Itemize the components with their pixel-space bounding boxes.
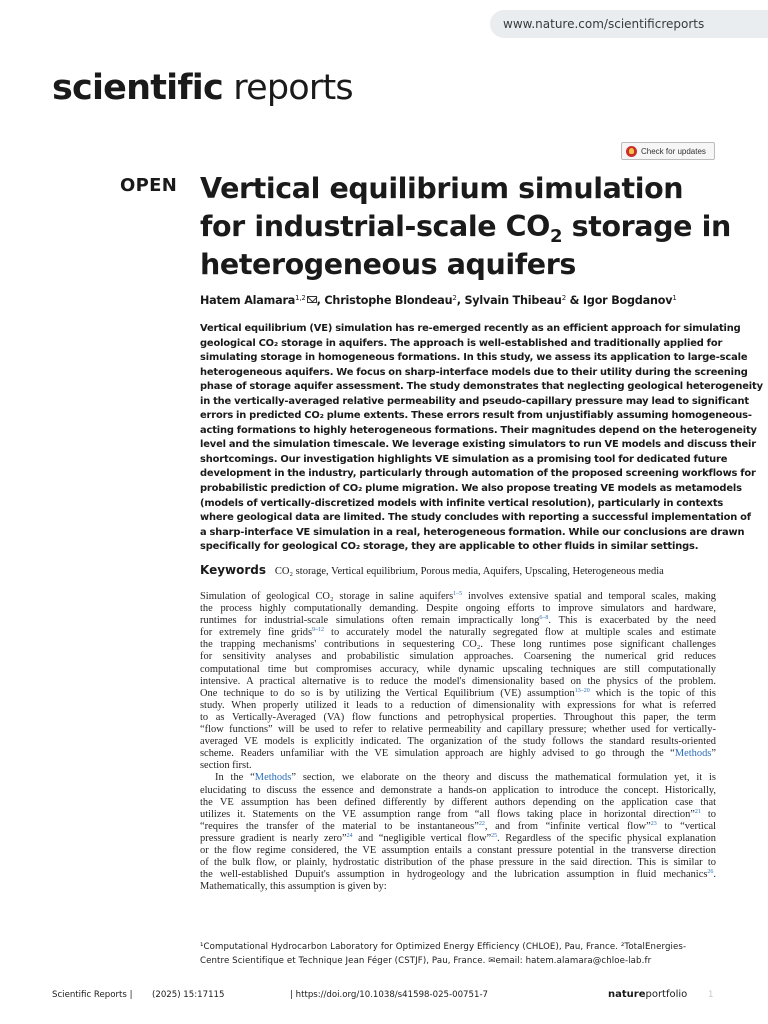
body-text-segment: intensive. A practical alternative is to reduce the model's dimensionality based on the physics of the problem. bbox=[200, 675, 716, 687]
citation-ref[interactable]: 9–12 bbox=[312, 627, 325, 634]
citation-ref[interactable]: 6–8 bbox=[539, 615, 549, 622]
body-line bbox=[200, 724, 716, 736]
body-line bbox=[200, 809, 716, 821]
body-text-segment: the trapping mechanisms' contributions in sequestering CO₂. These long runtimes pose significant challenges bbox=[200, 639, 716, 651]
abstract-line: (models of vertically-discretized models with infinite vertical resolution), particularly in contexts bbox=[200, 497, 724, 509]
author-affiliation: 1,2 bbox=[295, 294, 306, 302]
body-text bbox=[200, 591, 716, 893]
body-text-segment: “flow functions” will be used to refer to relative permeability and capillary pressure; whether used for vertically- bbox=[200, 724, 716, 736]
footer-doi-link[interactable]: | https://doi.org/10.1038/s41598-025-00751-7 bbox=[290, 990, 489, 1000]
body-text-segment: pressure gradient is nearly zero” bbox=[200, 832, 347, 844]
body-text-segment: In the “ bbox=[215, 772, 255, 784]
citation-ref[interactable]: 22 bbox=[478, 820, 485, 827]
citation-ref[interactable]: 23 bbox=[650, 820, 657, 827]
body-line bbox=[200, 664, 716, 676]
page-footer bbox=[52, 990, 716, 1004]
check-for-updates-label: Check for updates bbox=[641, 146, 706, 156]
journal-url-link[interactable]: www.nature.com/scientificreports bbox=[490, 10, 768, 38]
body-line bbox=[200, 676, 716, 688]
author-name[interactable]: Sylvain Thibeau bbox=[464, 294, 562, 307]
author-separator: , bbox=[456, 294, 465, 307]
body-line bbox=[200, 700, 716, 712]
abstract-line: where geological data are limited. The study concludes with reporting a successful implementation of bbox=[200, 512, 751, 524]
crossmark-icon bbox=[626, 146, 637, 157]
body-text-segment: . Regardless of the specific physical explanation bbox=[497, 832, 716, 844]
body-line bbox=[200, 797, 716, 809]
methods-link[interactable]: Methods bbox=[254, 772, 292, 784]
body-line bbox=[200, 881, 716, 893]
abstract-line: a sharp-interface VE simulation in a real, heterogeneous formation. While our conclusions are drawn bbox=[200, 526, 745, 538]
body-line bbox=[200, 688, 716, 700]
abstract-line: level and the simulation timescale. We leverage existing simulators to run VE models and discuss their bbox=[200, 439, 756, 451]
body-line bbox=[200, 857, 716, 869]
abstract-line: acting formations to highly heterogeneous formations. Their magnitudes depend on the heterogeneity bbox=[200, 424, 757, 436]
author-list bbox=[200, 294, 720, 307]
body-text-segment: which is the topic of this bbox=[589, 687, 716, 699]
body-line bbox=[200, 736, 716, 748]
methods-link[interactable]: Methods bbox=[674, 748, 712, 760]
body-line bbox=[200, 869, 716, 881]
affiliations-footnote bbox=[200, 940, 720, 968]
title-line-2: for industrial-scale CO bbox=[200, 210, 551, 243]
body-text-segment: the VE assumption has been defined differently by different authors depending on the application case that bbox=[200, 796, 716, 808]
abstract-line: errors in predicted CO₂ plume extents. These errors result from unjustifiably assuming homogeneous- bbox=[200, 410, 752, 422]
page-number: 1 bbox=[708, 990, 714, 1000]
abstract-line: in the vertically-averaged relative permeability and pseudo-capillary pressure may lead to significant bbox=[200, 395, 749, 407]
abstract-line: heterogeneous aquifers. We focus on sharp-interface models due to their utility during the screening bbox=[200, 366, 748, 378]
title-line-2-end: storage in bbox=[562, 210, 731, 243]
author-affiliation: 1 bbox=[672, 294, 677, 302]
body-text-segment: to “vertical bbox=[656, 820, 716, 832]
check-for-updates-button[interactable] bbox=[621, 142, 715, 160]
body-line bbox=[200, 748, 716, 760]
body-text-segment: or the flow regime considered, the VE assumption entails a constant pressure potential in the transverse direction bbox=[200, 844, 716, 856]
abstract-line: phase of storage aquifer assessment. The study demonstrates that neglecting geological heterogeneity bbox=[200, 381, 763, 393]
publisher-logo-bold: nature bbox=[608, 989, 646, 1000]
citation-ref[interactable]: 21 bbox=[694, 808, 701, 815]
article-title bbox=[200, 170, 740, 284]
body-text-segment: to as Vertically-Averaged (VA) flow functions and petrophysical properties. Throughout this paper, the term bbox=[200, 711, 716, 723]
body-line bbox=[200, 785, 716, 797]
body-text-segment: for sensitivity analyses and probabilistic simulation approaches. Coarsening the numerical grid reduces bbox=[200, 651, 716, 663]
body-line bbox=[200, 712, 716, 724]
body-text-segment: of the bulk flow, or plainly, hydrostatic distribution of the phase pressure in the said direction. This is similar to bbox=[200, 857, 716, 869]
body-line bbox=[200, 615, 716, 627]
abstract-line: development in the industry, particularly through automation of the proposed screening workflows for bbox=[200, 468, 756, 480]
body-line bbox=[200, 833, 716, 845]
citation-ref[interactable]: 1–5 bbox=[453, 591, 463, 597]
body-text-segment: Mathematically, this assumption is given by: bbox=[200, 881, 387, 893]
author-name[interactable]: Hatem Alamara bbox=[200, 294, 296, 307]
footer-volume: (2025) 15:17115 bbox=[152, 990, 225, 1000]
body-text-segment: One technique to do so is by utilizing the Vertical Equilibrium (VE) assumption bbox=[200, 687, 575, 699]
citation-ref[interactable]: 25 bbox=[491, 832, 498, 839]
body-text-segment: . bbox=[713, 869, 716, 881]
abstract-line: simulating storage in homogeneous formations. In this study, we assess its application to large-scale bbox=[200, 352, 748, 364]
author-name[interactable]: Igor Bogdanov bbox=[582, 294, 673, 307]
abstract-line: Vertical equilibrium (VE) simulation has re-emerged recently as an efficient approach for simulating bbox=[200, 323, 741, 334]
body-text-segment: ” bbox=[711, 748, 716, 760]
body-line bbox=[200, 651, 716, 663]
body-line bbox=[200, 772, 716, 784]
body-text-segment: the process highly computationally demanding. Despite ongoing efforts to improve simulators and hardware, bbox=[200, 603, 716, 615]
open-access-label: OPEN bbox=[120, 175, 178, 196]
body-text-segment: the well-established Dupuit's assumption in hydrogeology and the lubrication assumption in fluid mechanics bbox=[200, 869, 708, 881]
journal-logo-regular: reports bbox=[233, 68, 353, 108]
abstract-line: specifically for geological CO₂ storage, they are applicable to other fluids in similar settings. bbox=[200, 541, 699, 553]
body-line bbox=[200, 760, 716, 772]
publisher-logo bbox=[608, 989, 687, 1000]
citation-ref[interactable]: 13–20 bbox=[574, 687, 590, 694]
footer-journal: Scientific Reports | bbox=[52, 990, 133, 1000]
title-subscript: 2 bbox=[550, 226, 563, 247]
body-text-segment: and “negligible vertical flow” bbox=[352, 832, 492, 844]
body-text-segment: ” section, we elaborate on the theory and discuss the mathematical formulation yet, it is bbox=[291, 772, 716, 784]
body-text-segment: for extremely fine grids bbox=[200, 627, 313, 639]
body-text-segment: “requires the transfer of the material to be instantaneous” bbox=[200, 820, 479, 832]
title-line-3: heterogeneous aquifers bbox=[200, 248, 576, 281]
body-text-segment: scheme. Readers unfamiliar with the VE simulation approach are highly advised to go through the “ bbox=[200, 748, 675, 760]
abstract-line: geological CO₂ storage in aquifers. The approach is well-established and traditionally applied for bbox=[200, 337, 723, 349]
body-text-segment: averaged VE models is explicitly indicated. The organization of the study follows the standard results-oriented bbox=[200, 736, 716, 748]
body-text-segment: Simulation of geological CO₂ storage in saline aquifers bbox=[200, 591, 454, 602]
body-line bbox=[200, 603, 716, 615]
journal-logo bbox=[52, 68, 353, 108]
journal-logo-bold: scientific bbox=[52, 68, 223, 108]
body-text-segment: involves extensive spatial and temporal scales, making bbox=[462, 591, 716, 602]
title-line-1: Vertical equilibrium simulation bbox=[200, 172, 684, 205]
body-line bbox=[200, 639, 716, 651]
body-text-segment: to bbox=[700, 808, 716, 820]
body-line bbox=[200, 821, 716, 833]
citation-ref[interactable]: 26 bbox=[707, 869, 714, 876]
footnote-line: ¹Computational Hydrocarbon Laboratory for Optimized Energy Efficiency (CHLOE), Pau, France. ²TotalEnergies- bbox=[200, 942, 687, 952]
email-icon[interactable] bbox=[307, 296, 317, 303]
body-line bbox=[200, 591, 716, 603]
body-text-segment: computational time but compromises accuracy, while dynamic upscaling techniques are still computationally bbox=[200, 663, 716, 675]
abstract-line: shortcomings. Our investigation highlights VE simulation as a promising tool for dedicated future bbox=[200, 453, 728, 465]
body-text-segment: utilizes it. Statements on the VE assumption range from “all flows taking place in horizontal direction” bbox=[200, 808, 695, 820]
author-name[interactable]: Christophe Blondeau bbox=[324, 294, 453, 307]
footnote-line: Centre Scientifique et Technique Jean Féger (CSTJF), Pau, France. ✉email: hatem.alamara@chloe-lab.fr bbox=[200, 956, 652, 966]
keywords-line bbox=[200, 563, 716, 577]
body-text-segment: elucidating to discuss the essence and demonstrate a hands-on application to introduce the concept. Historically, bbox=[200, 784, 716, 796]
body-text-segment: to accurately model the naturally segregated flow at multiple scales and estimate bbox=[324, 627, 716, 639]
publisher-logo-regular: portfolio bbox=[645, 989, 688, 1000]
body-text-segment: . This is exacerbated by the need bbox=[548, 615, 716, 627]
body-line bbox=[200, 627, 716, 639]
body-line bbox=[200, 845, 716, 857]
keywords-list: CO₂ storage, Vertical equilibrium, Porous media, Aquifers, Upscaling, Heterogeneous media bbox=[274, 566, 664, 577]
body-text-segment: section first. bbox=[200, 760, 252, 772]
body-text-segment: , and from “infinite vertical flow” bbox=[484, 820, 651, 832]
author-affiliation: 2 bbox=[561, 294, 566, 302]
abstract bbox=[200, 322, 763, 555]
author-separator: & bbox=[565, 294, 583, 307]
body-text-segment: runtimes for industrial-scale simulations often remain impractically long bbox=[200, 615, 540, 627]
citation-ref[interactable]: 24 bbox=[346, 832, 353, 839]
keywords-label: Keywords bbox=[200, 563, 267, 577]
author-separator: , bbox=[316, 294, 325, 307]
author-affiliation: 2 bbox=[452, 294, 457, 302]
body-text-segment: study. When properly utilized it leads to a reduction of dimensionality with expressions for what is referred bbox=[200, 699, 716, 711]
abstract-line: probabilistic prediction of CO₂ plume migration. We also propose treating VE models as metamodels bbox=[200, 483, 742, 495]
